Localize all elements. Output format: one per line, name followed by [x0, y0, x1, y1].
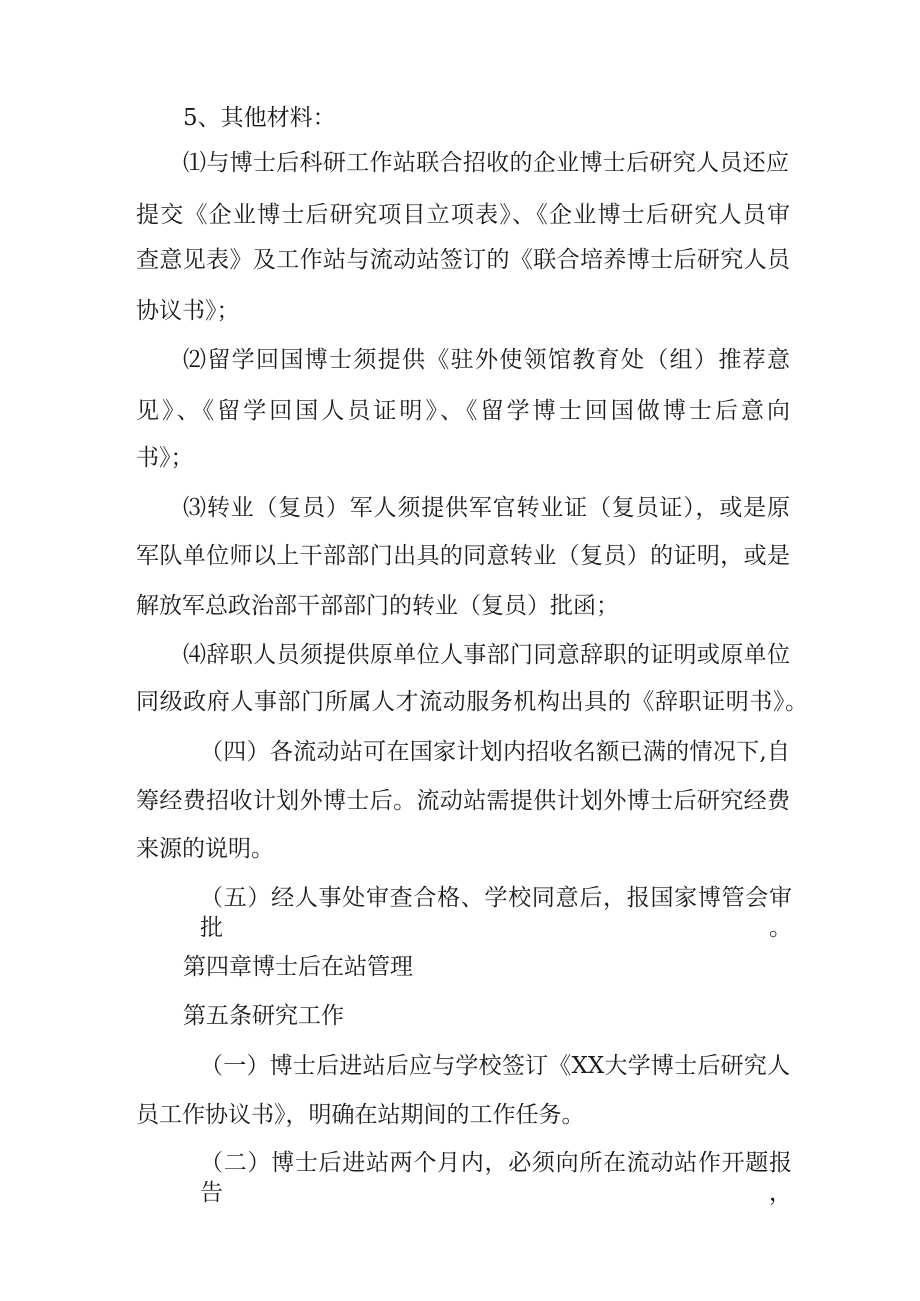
chapter-heading: 第四章博士后在站管理 — [183, 954, 413, 980]
item-1-line-4: 协议书》； — [136, 298, 240, 324]
item-4-line-1: ⑷辞职人员须提供原单位人事部门同意辞职的证明或原单位 — [183, 642, 790, 668]
item-4-line-2: 同级政府人事部门所属人才流动服务机构出具的《辞职证明书》。 — [136, 689, 808, 715]
item-3-line-2: 军队单位师以上干部部门出具的同意转业（复员）的证明，或是 — [136, 543, 790, 569]
section-4-line-1: （四）各流动站可在国家计划内招收名额已满的情况下,自 — [200, 739, 790, 765]
item-2-line-1: ⑵留学回国博士须提供《驻外使领馆教育处（组）推荐意 — [183, 347, 790, 373]
item-2-line-3: 书》； — [136, 445, 194, 471]
item-1-line-1: ⑴与博士后科研工作站联合招收的企业博士后研究人员还应 — [183, 150, 789, 176]
item-3-line-1: ⑶转业（复员）军人须提供军官转业证（复员证），或是原 — [183, 495, 790, 521]
article-heading: 第五条研究工作 — [183, 1003, 344, 1029]
article-5-item-1-line-1: （一）博士后进站后应与学校签订《XX大学博士后研究人 — [200, 1053, 790, 1079]
article-5-item-2-line-1: （二）博士后进站两个月内，必须向所在流动站作开题报告， — [200, 1150, 792, 1206]
article-5-item-1-line-2: 员工作协议书》，明确在站期间的工作任务。 — [136, 1102, 585, 1128]
section-5-line-1: （五）经人事处审查合格、学校同意后，报国家博管会审批。 — [200, 885, 792, 941]
material-heading: 5、其他材料： — [183, 105, 336, 131]
item-3-line-3: 解放军总政治部干部部门的转业（复员）批函； — [136, 593, 619, 619]
section-4-line-3: 来源的说明。 — [136, 836, 274, 862]
item-1-line-3: 查意见表》及工作站与流动站签订的《联合培养博士后研究人员 — [136, 247, 790, 273]
item-2-line-2: 见》、《留学回国人员证明》、《留学博士回国做博士后意向 — [136, 398, 790, 424]
item-1-line-2: 提交《企业博士后研究项目立项表》、《企业博士后研究人员审 — [136, 202, 790, 228]
section-4-line-2: 筹经费招收计划外博士后。流动站需提供计划外博士后研究经费 — [136, 788, 790, 814]
